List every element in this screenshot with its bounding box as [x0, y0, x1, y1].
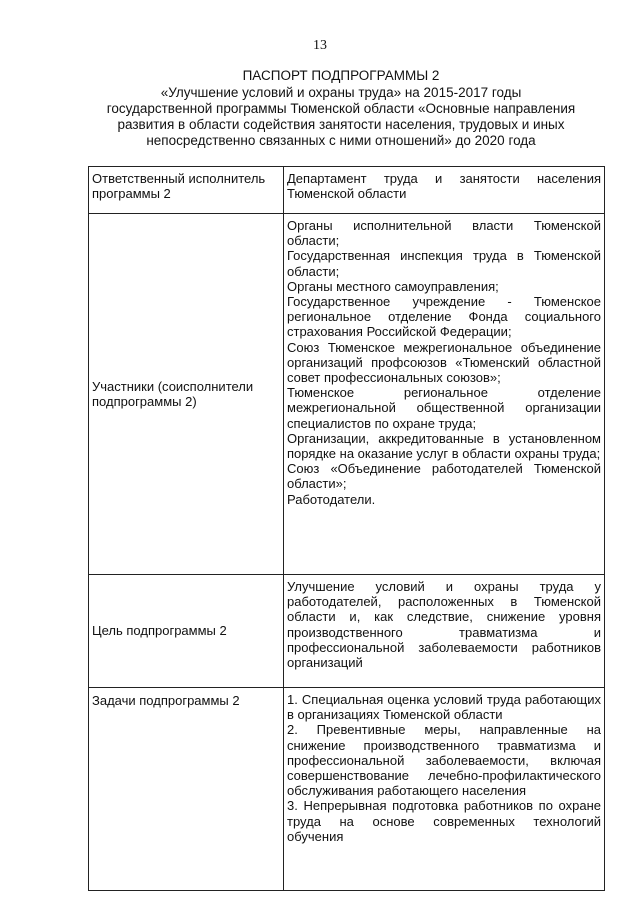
passport-table — [88, 166, 605, 891]
title-line-4: развития в области содействия занятости населения, трудовых и иных — [117, 117, 565, 132]
participants-value — [284, 214, 605, 575]
tasks-label: Задачи подпрограммы 2 — [89, 688, 284, 891]
task-item: 1. Специальная оценка условий труда работающих в организациях Тюменской области — [287, 692, 601, 723]
responsible-value: Департамент труда и занятости населения Тюменской области — [284, 167, 605, 214]
page-number: 13 — [313, 38, 327, 53]
title-line-5: непосредственно связанных с ними отношений» до 2020 года — [146, 133, 536, 148]
goal-value: Улучшение условий и охраны труда у работодателей, расположенных в Тюменской области и, как следствие, снижение уровня производственного травматизма и профессиональной заболеваемости работников организаций — [284, 575, 605, 688]
title-line-1: ПАСПОРТ ПОДПРОГРАММЫ 2 — [242, 68, 440, 83]
participant-item: Органы местного самоуправления; — [287, 278, 499, 294]
table-row-tasks — [89, 688, 605, 891]
participant-item: Тюменское региональное отделение межрегиональной общественной организации специалистов по охране труда; — [287, 385, 601, 431]
participant-item: Союз Тюменское межрегиональное объединение организаций профсоюзов «Тюменский областной совет профессиональных союзов»; — [287, 339, 601, 386]
tasks-value — [284, 688, 605, 891]
title-line-3: государственной программы Тюменской области «Основные направления — [106, 101, 576, 116]
participant-item: Государственное учреждение - Тюменское региональное отделение Фонда социального страхования Российской Федерации; — [287, 294, 601, 340]
participant-item: Союз «Объединение работодателей Тюменской области»; — [287, 461, 601, 492]
table-row-responsible — [89, 167, 605, 214]
title-line-2: «Улучшение условий и охраны труда» на 2015-2017 годы — [160, 85, 522, 100]
responsible-label: Ответственный исполнитель программы 2 — [89, 167, 284, 214]
participant-item: Работодатели. — [287, 491, 376, 507]
task-item: 2. Превентивные меры, направленные на снижение производственного травматизма и профессиональной заболеваемости, включая совершенствование лечебно-профилактического обслуживания работающего населения — [287, 722, 601, 799]
table-row-participants — [89, 214, 605, 575]
goal-label: Цель подпрограммы 2 — [89, 575, 284, 688]
participant-item: Организации, аккредитованные в установленном порядке на оказание услуг в области охраны труда; — [287, 430, 601, 462]
participants-label: Участники (соисполнители подпрограммы 2) — [89, 214, 284, 575]
table-row-goal — [89, 575, 605, 688]
task-item: 3. Непрерывная подготовка работников по охране труда на основе современных технологий обучения — [287, 798, 601, 844]
participant-item: Органы исполнительной власти Тюменской области; — [287, 218, 601, 249]
document-title — [86, 68, 596, 149]
participant-item: Государственная инспекция труда в Тюменской области; — [287, 248, 601, 279]
